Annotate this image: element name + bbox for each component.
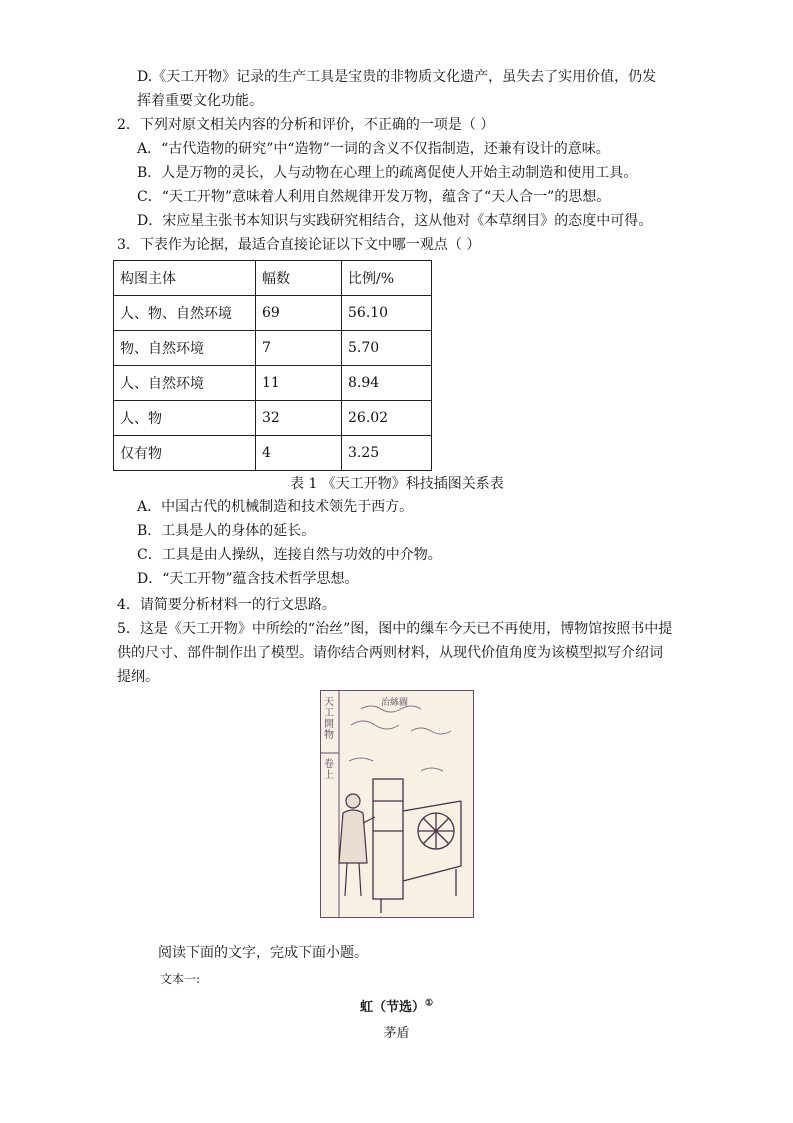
reading-instruction: 阅读下面的文字，完成下面小题。 bbox=[158, 945, 368, 961]
table-cell: 26.02 bbox=[342, 401, 432, 436]
table-header-row bbox=[114, 261, 432, 296]
q3-option-c: C．工具是由人操纵，连接自然与功效的中介物。 bbox=[137, 547, 442, 563]
table-cell: 56.10 bbox=[342, 296, 432, 331]
q3-option-a: A．中国古代的机械制造和技术领先于西方。 bbox=[137, 499, 414, 515]
table-cell: 5.70 bbox=[342, 331, 432, 366]
table-header-cell: 构图主体 bbox=[114, 261, 256, 296]
table-cell: 4 bbox=[256, 436, 342, 471]
table-cell: 人、物、自然环境 bbox=[114, 296, 256, 331]
illustration-side-title: 天工開物 bbox=[324, 697, 334, 741]
q2-option-c: C．“天工开物”意味着人利用自然规律开发万物，蕴含了“天人合一”的思想。 bbox=[137, 189, 611, 205]
silk-reeling-illustration bbox=[320, 690, 474, 918]
table-row bbox=[114, 296, 432, 331]
table-cell: 8.94 bbox=[342, 366, 432, 401]
passage-title bbox=[0, 996, 793, 1015]
q1-option-d-line1: D.《天工开物》记录的生产工具是宝贵的非物质文化遗产，虽失去了实用价值，仍发 bbox=[137, 69, 657, 85]
table-cell: 人、物 bbox=[114, 401, 256, 436]
illustration-top-label: 治絲圖 bbox=[381, 698, 409, 708]
q1-option-d-line2: 挥着重要文化功能。 bbox=[137, 93, 263, 109]
table-caption: 表 1 《天工开物》科技插图关系表 bbox=[290, 476, 504, 492]
table-header-cell: 幅数 bbox=[256, 261, 342, 296]
table-row bbox=[114, 366, 432, 401]
illustration-volume-label: 卷上 bbox=[324, 759, 334, 781]
q5-line1: 5．这是《天工开物》中所绘的“治丝”图，图中的缫车今天已不再使用，博物馆按照书中提 bbox=[117, 621, 673, 637]
q2-option-a: A．“古代造物的研究”中“造物”一词的含义不仅指制造，还兼有设计的意味。 bbox=[137, 141, 610, 157]
footnote-mark: ① bbox=[424, 998, 434, 1009]
q3-stem: 3．下表作为论据，最适合直接论证以下文中哪一观点（ ） bbox=[117, 237, 481, 253]
q2-option-d: D．宋应星主张书本知识与实践研究相结合，这从他对《本草纲目》的态度中可得。 bbox=[137, 213, 653, 229]
composition-table bbox=[113, 260, 432, 471]
q2-stem: 2．下列对原文相关内容的分析和评价，不正确的一项是（ ） bbox=[117, 117, 495, 133]
q3-option-b: B．工具是人的身体的延长。 bbox=[137, 523, 316, 539]
passage-author: 茅盾 bbox=[383, 1026, 410, 1041]
q4-stem: 4．请简要分析材料一的行文思路。 bbox=[117, 597, 336, 613]
q2-option-b: B．人是万物的灵长，人与动物在心理上的疏离促使人开始主动制造和使用工具。 bbox=[137, 165, 638, 181]
passage-title-text: 虹（节选） bbox=[359, 1000, 425, 1015]
table-row bbox=[114, 401, 432, 436]
table-cell: 69 bbox=[256, 296, 342, 331]
table-cell: 人、自然环境 bbox=[114, 366, 256, 401]
table-cell: 11 bbox=[256, 366, 342, 401]
table-cell: 3.25 bbox=[342, 436, 432, 471]
table-header-cell: 比例/% bbox=[342, 261, 432, 296]
q3-option-d: D．“天工开物”蕴含技术哲学思想。 bbox=[137, 571, 359, 587]
table-cell: 物、自然环境 bbox=[114, 331, 256, 366]
q5-line3: 提纲。 bbox=[117, 669, 159, 685]
table-cell: 32 bbox=[256, 401, 342, 436]
table-row bbox=[114, 436, 432, 471]
table-cell: 7 bbox=[256, 331, 342, 366]
text-one-label: 文本一: bbox=[160, 972, 201, 986]
q5-line2: 供的尺寸、部件制作出了模型。请你结合两则材料，从现代价值角度为该模型拟写介绍词 bbox=[117, 645, 663, 661]
table-row bbox=[114, 331, 432, 366]
table-cell: 仅有物 bbox=[114, 436, 256, 471]
woodcut-image bbox=[321, 691, 473, 917]
